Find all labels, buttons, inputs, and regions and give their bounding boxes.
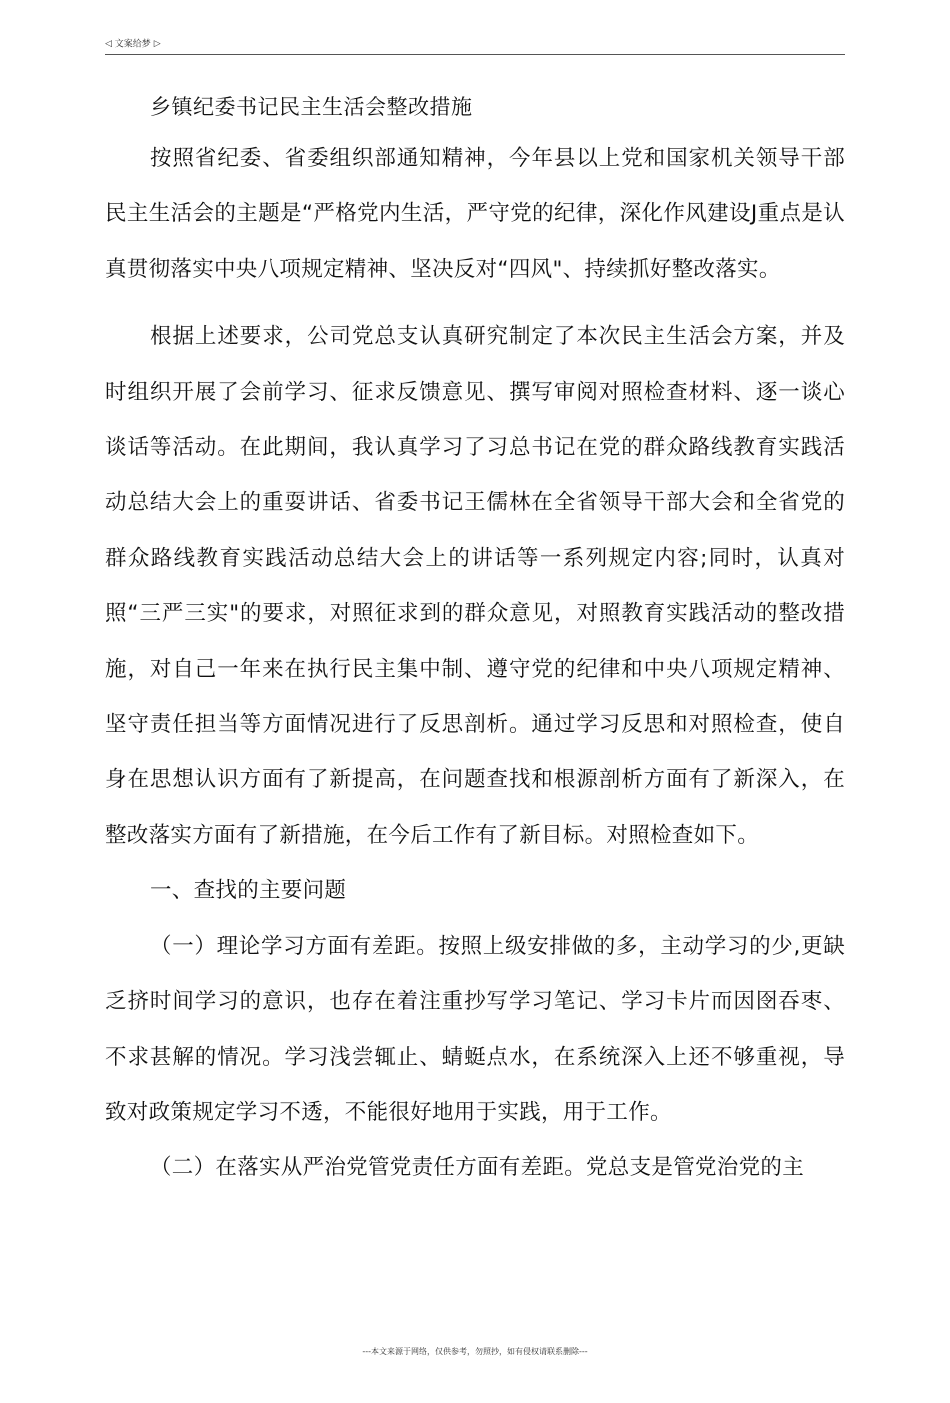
page-header xyxy=(105,36,845,55)
paragraph-issue-2: （二）在落实从严治党管党责任方面有差距。党总支是管党治党的主 xyxy=(150,1155,805,1181)
page-footer: ---本文来源于网络，仅供参考，勿照抄，如有侵权请联系删除--- xyxy=(362,1347,588,1356)
section-heading: 一、查找的主要问题 xyxy=(150,878,347,904)
right-triangle-icon: ▷ xyxy=(153,39,161,49)
left-triangle-icon: ◁ xyxy=(105,39,112,49)
paragraph-intro: 按照省纪委、省委组织部通知精神，今年县以上党和国家机关领导干部民主生活会的主题是“严格党内生活，严守党的纪律，深化作风建设J重点是认真贯彻落实中央八项规定精神、坚决反对“四风"、持续抓好整改落实。 xyxy=(105,146,845,282)
paragraph-issue-1: （一）理论学习方面有差距。按照上级安排做的多，主动学习的少,更缺乏挤时间学习的意识，也存在着注重抄写学习笔记、学习卡片而因囹吞枣、不求甚解的情况。学习浅尝辄止、蜻蜓点水，在系统深入上还不够重视，导致对政策规定学习不透，不能很好地用于实践，用于工作。 xyxy=(105,933,845,1125)
document-body xyxy=(105,89,845,1196)
document-title: 乡镇纪委书记民主生活会整改措施 xyxy=(150,95,473,119)
header-text: 文案给梦 xyxy=(114,39,151,50)
paragraph-requirements: 根据上述要求，公司党总支认真研究制定了本次民主生活会方案，并及时组织开展了会前学习、征求反馈意见、撰写审阅对照检查材料、逐一谈心谈话等活动。在此期间，我认真学习了习总书记在党的群众路线教育实践活动总结大会上的重耍讲话、省委书记王儒林在全省领导干部大会和全省党的群众路线教育实践活动总结大会上的讲话等一系列规定内容;同时，认真对照“三严三实"的要求，对照征求到的群众意见，对照教育实践活动的整改措施，对自己一年来在执行民主集中制、遵守党的纪律和中央八项规定精神、坚守责任担当等方面情况进行了反思剖析。通过学习反思和对照检查，使自身在思想认识方面有了新提高，在问题查找和根源剖析方面有了新深入，在整改落实方面有了新措施，在今后工作有了新目标。对照检查如下。 xyxy=(105,324,845,848)
